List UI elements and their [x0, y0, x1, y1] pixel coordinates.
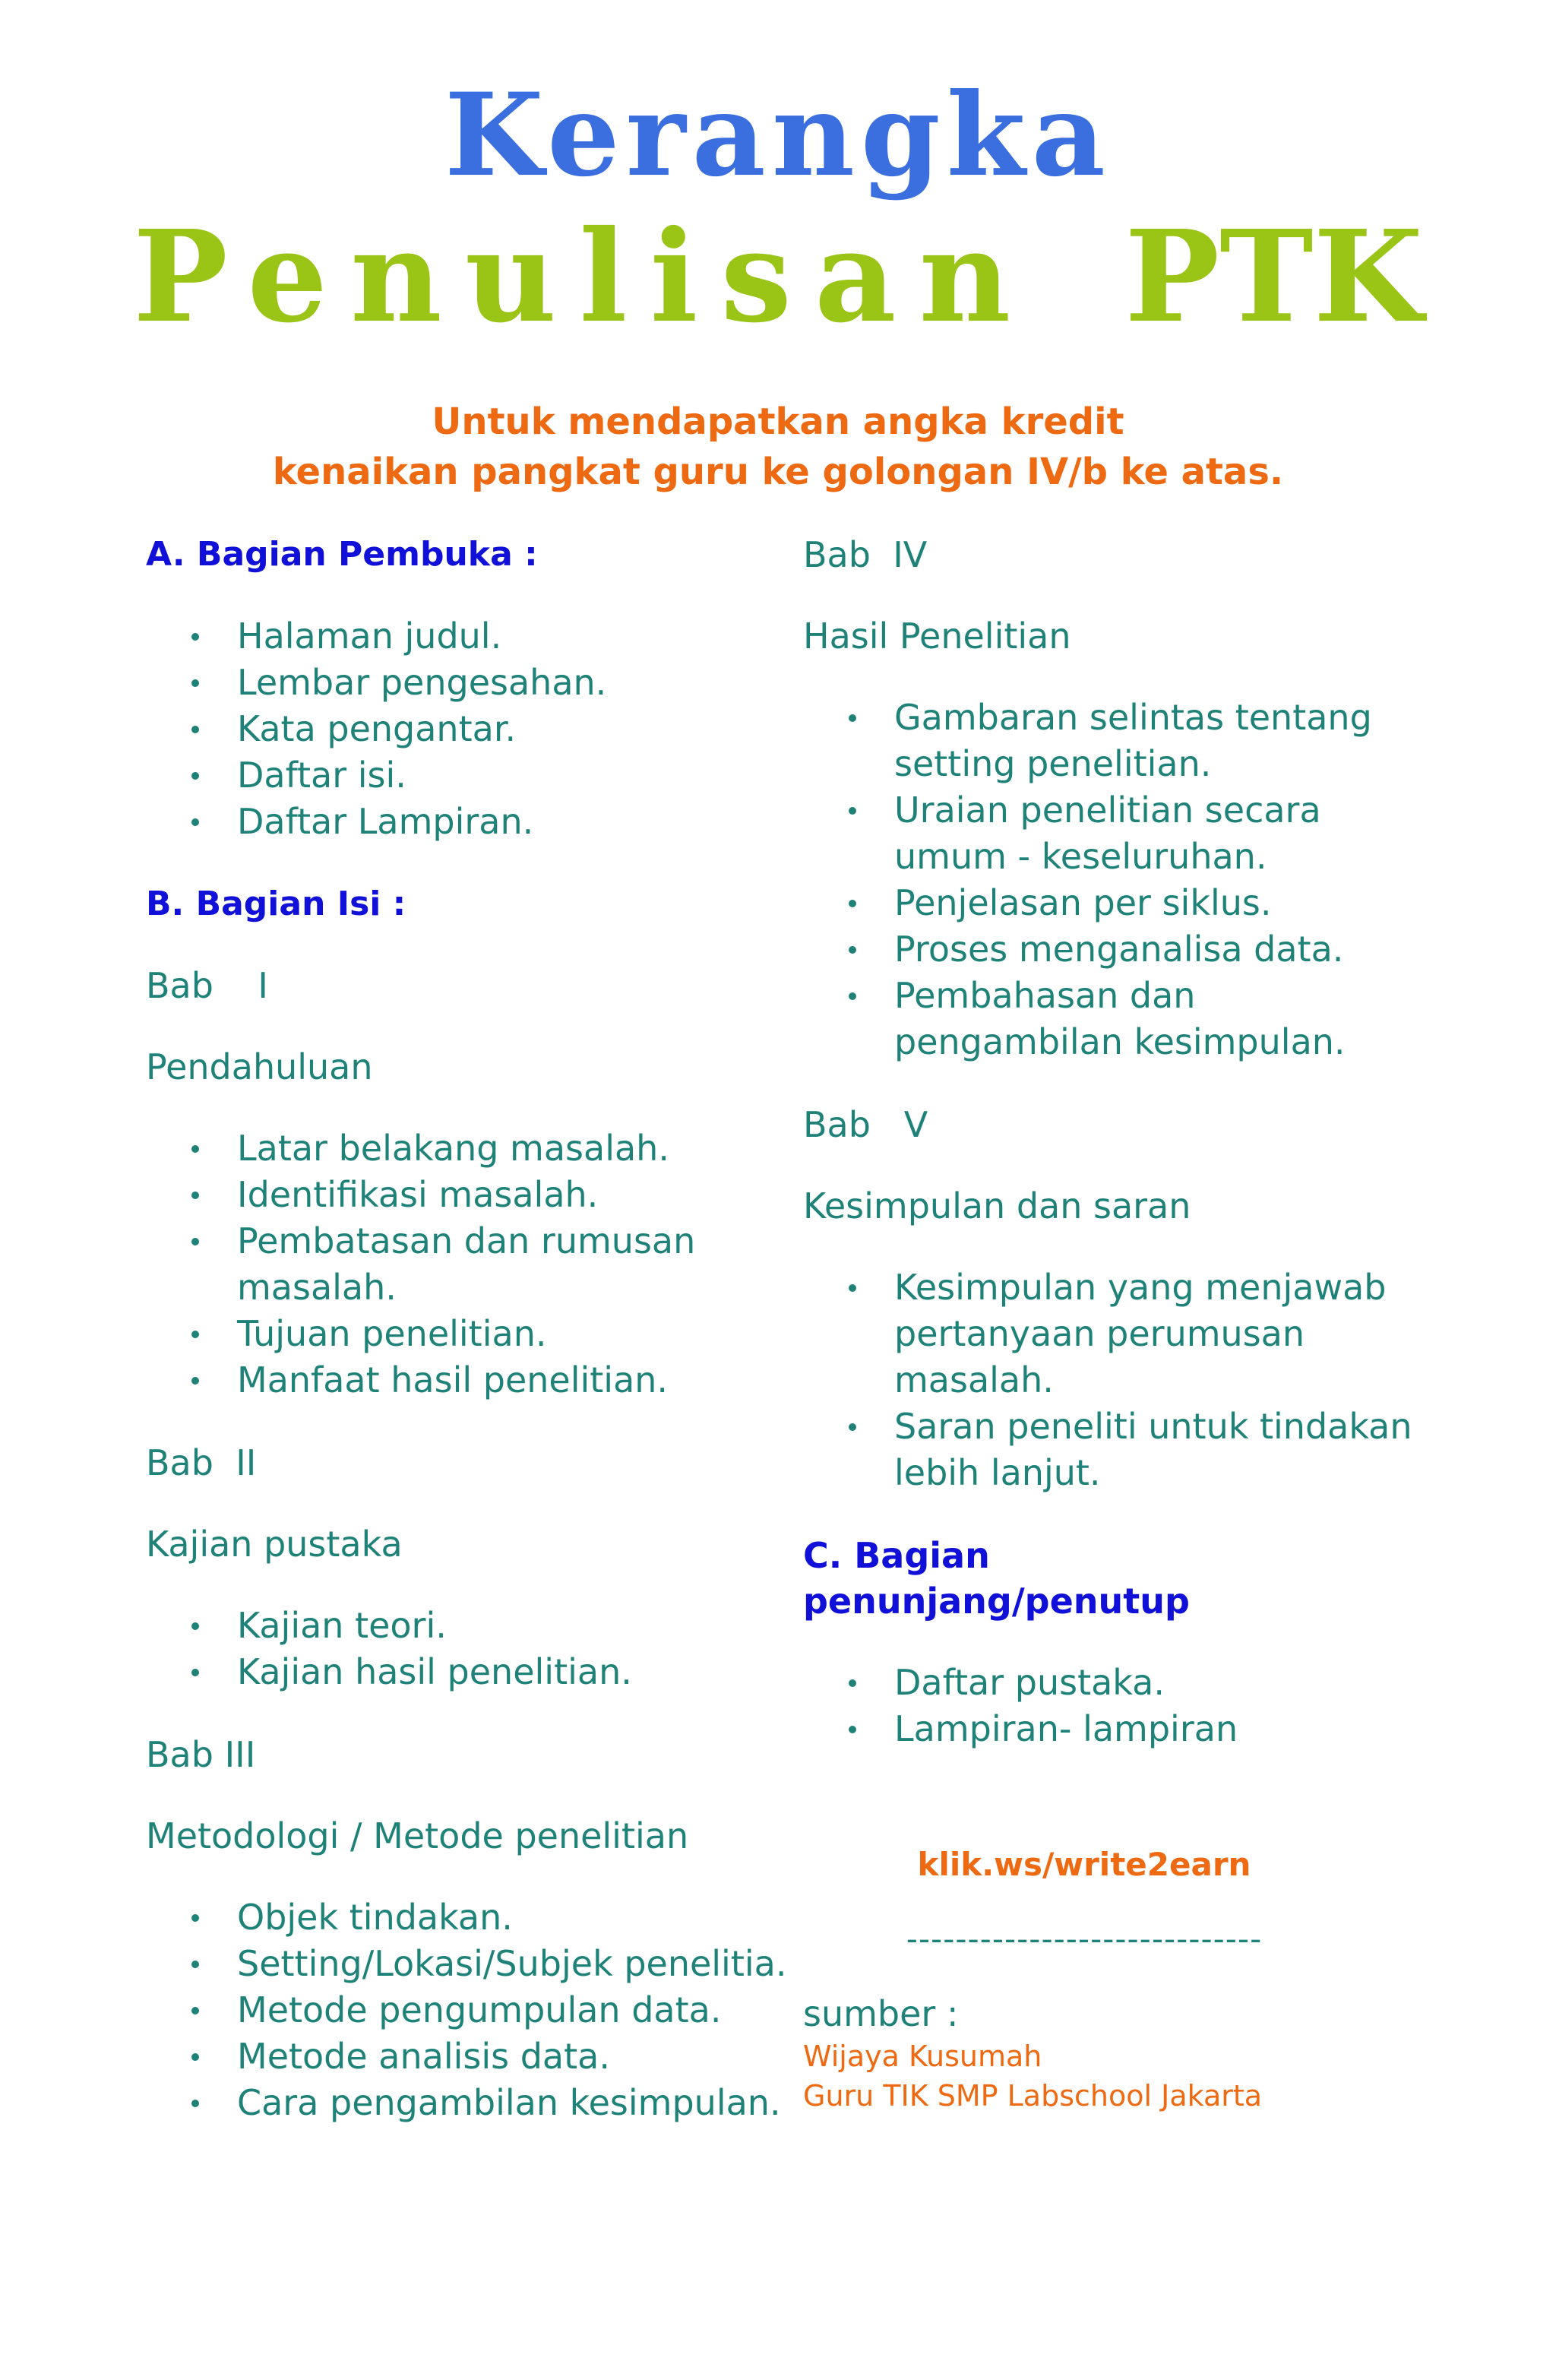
- section-c-heading: [803, 1533, 1426, 1624]
- list-item: Identifikasi masalah.: [146, 1172, 799, 1218]
- title-penulisan-ptk: [0, 203, 1556, 351]
- bab3-title: Metodologi / Metode penelitian: [146, 1815, 689, 1856]
- bab5-title: Kesimpulan dan saran: [803, 1185, 1191, 1226]
- list-item: Halaman judul.: [146, 613, 799, 660]
- subtitle: [0, 397, 1556, 497]
- bab1-list: [146, 1125, 799, 1404]
- author-affiliation: Guru TIK SMP Labschool Jakarta: [803, 2079, 1263, 2113]
- divider-dashes: -----------------------------: [906, 1920, 1263, 1957]
- section-a-list: [146, 613, 799, 845]
- bab4-list: [803, 695, 1426, 1065]
- right-column: [803, 532, 1426, 2116]
- bab2-list: [146, 1603, 799, 1695]
- list-item: Kajian teori.: [146, 1603, 799, 1649]
- section-c-heading-line-1: C. Bagian: [803, 1535, 990, 1576]
- bab2-title: Kajian pustaka: [146, 1524, 403, 1565]
- section-c-list: [803, 1660, 1426, 1752]
- list-item: Daftar pustaka.: [803, 1660, 1426, 1706]
- list-item: Lembar pengesahan.: [146, 660, 799, 706]
- list-item: Metode analisis data.: [146, 2033, 799, 2080]
- footer-link[interactable]: klik.ws/write2earn: [917, 1846, 1251, 1883]
- list-item: Penjelasan per siklus.: [803, 880, 1426, 926]
- list-item: Pembatasan dan rumusan masalah.: [146, 1218, 799, 1311]
- subtitle-line-1: Untuk mendapatkan angka kredit: [432, 400, 1124, 443]
- bab3-label: Bab III: [146, 1734, 256, 1775]
- title-word-ptk: PTK: [1124, 203, 1423, 351]
- list-item: Pembahasan dan pengambilan kesimpulan.: [803, 973, 1426, 1065]
- section-a-heading: A. Bagian Pembuka :: [146, 535, 538, 574]
- section-b-heading: B. Bagian Isi :: [146, 885, 406, 923]
- list-item: Daftar Lampiran.: [146, 799, 799, 845]
- list-item: Tujuan penelitian.: [146, 1311, 799, 1357]
- list-item: Uraian penelitian secara umum - keseluruhan.: [803, 787, 1426, 880]
- list-item: Gambaran selintas tentang setting penelitian.: [803, 695, 1426, 787]
- bab1-title: Pendahuluan: [146, 1046, 373, 1087]
- subtitle-line-2: kenaikan pangkat guru ke golongan IV/b ke atas.: [272, 451, 1284, 493]
- source-label: sumber :: [803, 1993, 959, 2034]
- list-item: Daftar isi.: [146, 752, 799, 799]
- list-item: Latar belakang masalah.: [146, 1125, 799, 1172]
- list-item: Manfaat hasil penelitian.: [146, 1357, 799, 1404]
- bab4-label: Bab IV: [803, 534, 928, 575]
- list-item: Kajian hasil penelitian.: [146, 1649, 799, 1695]
- bab4-title: Hasil Penelitian: [803, 616, 1071, 657]
- bab3-list: [146, 1894, 799, 2126]
- list-item: Proses menganalisa data.: [803, 926, 1426, 973]
- section-c-heading-line-2: penunjang/penutup: [803, 1581, 1190, 1622]
- title-kerangka: Kerangka: [444, 68, 1112, 202]
- list-item: Kata pengantar.: [146, 706, 799, 752]
- list-item: Saran peneliti untuk tindakan lebih lanjut.: [803, 1404, 1426, 1496]
- bab2-label: Bab II: [146, 1442, 257, 1483]
- list-item: Kesimpulan yang menjawab pertanyaan perumusan masalah.: [803, 1264, 1426, 1404]
- list-item: Lampiran- lampiran: [803, 1706, 1426, 1752]
- list-item: Setting/Lokasi/Subjek penelitia.: [146, 1941, 799, 1987]
- list-item: Objek tindakan.: [146, 1894, 799, 1941]
- left-column: [146, 532, 799, 2126]
- list-item: Cara pengambilan kesimpulan.: [146, 2080, 799, 2126]
- title-word-penulisan: Penulisan: [133, 203, 1034, 351]
- bab5-list: [803, 1264, 1426, 1496]
- bab1-label: Bab I: [146, 965, 268, 1006]
- author-name: Wijaya Kusumah: [803, 2040, 1042, 2073]
- bab5-label: Bab V: [803, 1104, 928, 1145]
- list-item: Metode pengumpulan data.: [146, 1987, 799, 2033]
